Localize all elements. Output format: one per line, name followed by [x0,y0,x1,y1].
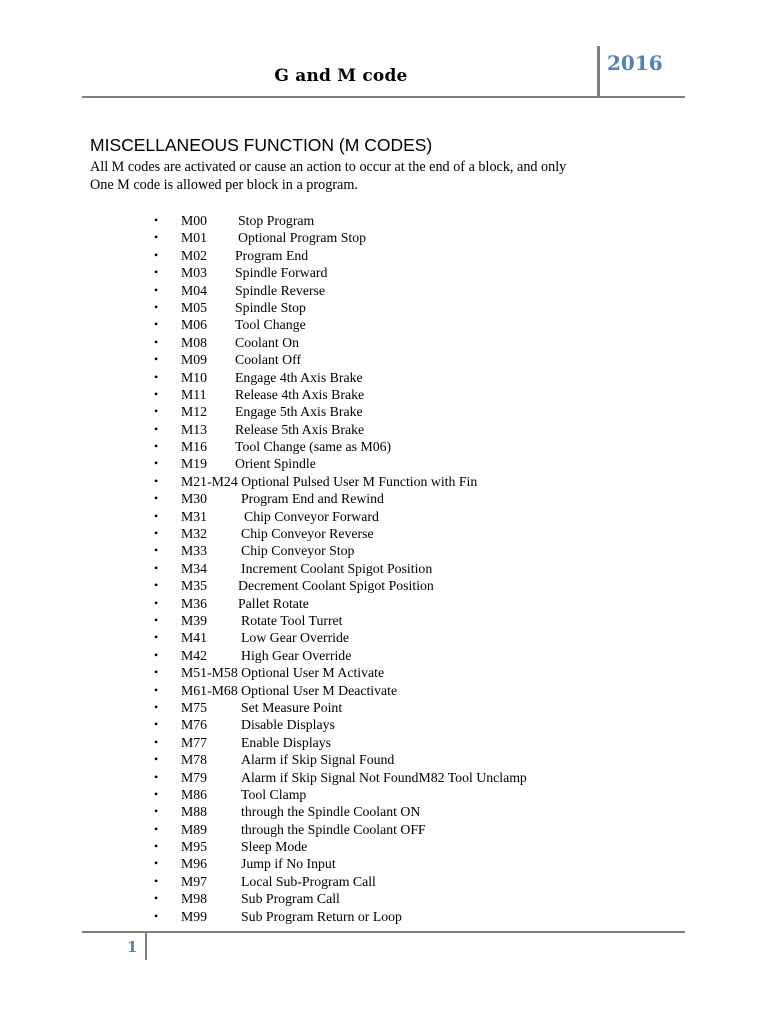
m-code-description: Increment Coolant Spigot Position [241,560,433,576]
m-code-description: Program End [235,247,309,263]
document-title: G and M code [274,66,408,86]
bullet-icon: • [154,856,159,871]
bullet-icon: • [154,786,159,801]
m-code-description: through the Spindle Coolant ON [241,804,421,820]
m-code: M97 [181,873,208,889]
bullet-icon: • [154,699,159,714]
m-code: M00 [181,213,208,228]
bullet-icon: • [154,456,159,471]
bullet-icon: • [154,821,159,836]
m-code: M10 [181,369,208,385]
m-code: M08 [181,334,208,350]
m-code-description: Spindle Forward [235,265,328,281]
bullet-icon: • [154,508,159,523]
m-code-description: Set Measure Point [241,699,343,715]
m-code-description: Spindle Stop [235,299,306,315]
bullet-icon: • [154,612,159,627]
bullet-icon: • [154,908,159,923]
m-code-text: M21-M24 Optional Pulsed User M Function with Fin [181,473,478,489]
m-code-description: Decrement Coolant Spigot Position [238,578,434,594]
bullet-icon: • [154,665,159,680]
m-code-description: Rotate Tool Turret [241,612,343,628]
bullet-icon: • [154,630,159,645]
intro-line: One M code is allowed per block in a program. [90,177,358,193]
m-code-description: Release 4th Axis Brake [235,386,365,402]
bullet-icon: • [154,421,159,436]
m-code: M13 [181,421,208,437]
section-heading: MISCELLANEOUS FUNCTION (M CODES) [90,135,433,155]
m-code: M16 [181,439,208,455]
m-code-description: Orient Spindle [235,456,316,472]
header-divider [597,46,600,97]
m-code: M98 [181,891,208,907]
bullet-icon: • [154,891,159,906]
page-number: 1 [127,938,138,956]
m-code: M76 [181,717,208,733]
m-code-description: Low Gear Override [241,630,350,646]
m-code: M05 [181,299,208,315]
bullet-icon: • [154,282,159,297]
m-code-description: Stop Program [238,213,315,228]
m-code: M41 [181,630,208,646]
bullet-icon: • [154,734,159,749]
m-code: M12 [181,404,208,420]
bullet-icon: • [154,439,159,454]
bullet-icon: • [154,647,159,662]
m-code-description: Release 5th Axis Brake [235,421,365,437]
m-code-text: M61-M68 Optional User M Deactivate [181,682,398,698]
bullet-icon: • [154,265,159,280]
bullet-icon: • [154,317,159,332]
footer-rule [82,931,685,933]
m-code: M99 [181,908,208,924]
m-code-text: M51-M58 Optional User M Activate [181,665,385,681]
m-code: M19 [181,456,208,472]
m-code: M06 [181,317,208,333]
bullet-icon: • [154,526,159,541]
m-code-description: Alarm if Skip Signal Not FoundM82 Tool Unclamp [241,769,527,785]
bullet-icon: • [154,473,159,488]
m-code: M96 [181,856,208,872]
m-code-description: Engage 4th Axis Brake [235,369,363,385]
footer-divider [145,933,147,960]
bullet-icon: • [154,595,159,610]
m-code-description: Disable Displays [241,717,335,733]
bullet-icon: • [154,717,159,732]
m-code-description: Tool Change (same as M06) [235,439,392,455]
m-code-description: Jump if No Input [241,856,336,872]
m-code: M36 [181,595,208,611]
m-code: M88 [181,804,208,820]
m-code-description: Optional Program Stop [238,230,366,246]
m-code: M34 [181,560,208,576]
header-rule [82,96,685,98]
bullet-icon: • [154,404,159,419]
bullet-icon: • [154,386,159,401]
m-code: M78 [181,752,208,768]
m-code: M33 [181,543,208,559]
m-code: M01 [181,230,208,246]
bullet-icon: • [154,543,159,558]
m-code-description: Sleep Mode [241,839,308,855]
m-code-description: Sub Program Return or Loop [241,908,402,924]
m-code: M42 [181,647,208,663]
m-code-description: Chip Conveyor Stop [241,543,355,559]
intro-paragraph [90,158,670,194]
m-code-description: Chip Conveyor Reverse [241,526,374,542]
bullet-icon: • [154,560,159,575]
m-code-description: Enable Displays [241,734,332,750]
bullet-icon: • [154,213,159,227]
m-code: M35 [181,578,208,594]
m-code: M11 [181,386,207,402]
m-code: M89 [181,821,208,837]
m-code-description: Tool Change [235,317,306,333]
bullet-icon: • [154,369,159,384]
m-code-description: Chip Conveyor Forward [244,508,379,524]
bullet-icon: • [154,299,159,314]
m-code: M77 [181,734,208,750]
m-code: M09 [181,352,208,368]
m-code-description: High Gear Override [241,647,352,663]
bullet-icon: • [154,769,159,784]
bullet-icon: • [154,873,159,888]
bullet-icon: • [154,752,159,767]
m-code-description: Sub Program Call [241,891,340,907]
m-code: M79 [181,769,208,785]
bullet-icon: • [154,491,159,506]
bullet-icon: • [154,578,159,593]
m-code-description: Pallet Rotate [238,595,309,611]
m-code: M03 [181,265,208,281]
m-code-description: Local Sub-Program Call [241,873,376,889]
header-year: 2016 [607,51,663,75]
m-code-description: through the Spindle Coolant OFF [241,821,426,837]
m-code-description: Alarm if Skip Signal Found [241,752,395,768]
m-code: M02 [181,247,208,263]
m-code-description: Engage 5th Axis Brake [235,404,363,420]
m-code-description: Program End and Rewind [241,491,384,507]
intro-line: All M codes are activated or cause an action to occur at the end of a block, and only [90,159,567,175]
m-code: M86 [181,786,208,802]
m-code: M30 [181,491,208,507]
bullet-icon: • [154,247,159,262]
m-code: M32 [181,526,208,542]
m-code-description: Coolant On [235,334,299,350]
m-code: M31 [181,508,208,524]
m-code-description: Coolant Off [235,352,302,368]
bullet-icon: • [154,230,159,245]
m-code: M39 [181,612,208,628]
m-code-description: Spindle Reverse [235,282,326,298]
m-code: M75 [181,699,208,715]
bullet-icon: • [154,682,159,697]
bullet-icon: • [154,352,159,367]
m-code: M04 [181,282,208,298]
m-code-description: Tool Clamp [241,786,307,802]
bullet-icon: • [154,839,159,854]
bullet-icon: • [154,804,159,819]
bullet-icon: • [154,334,159,349]
m-code: M95 [181,839,208,855]
